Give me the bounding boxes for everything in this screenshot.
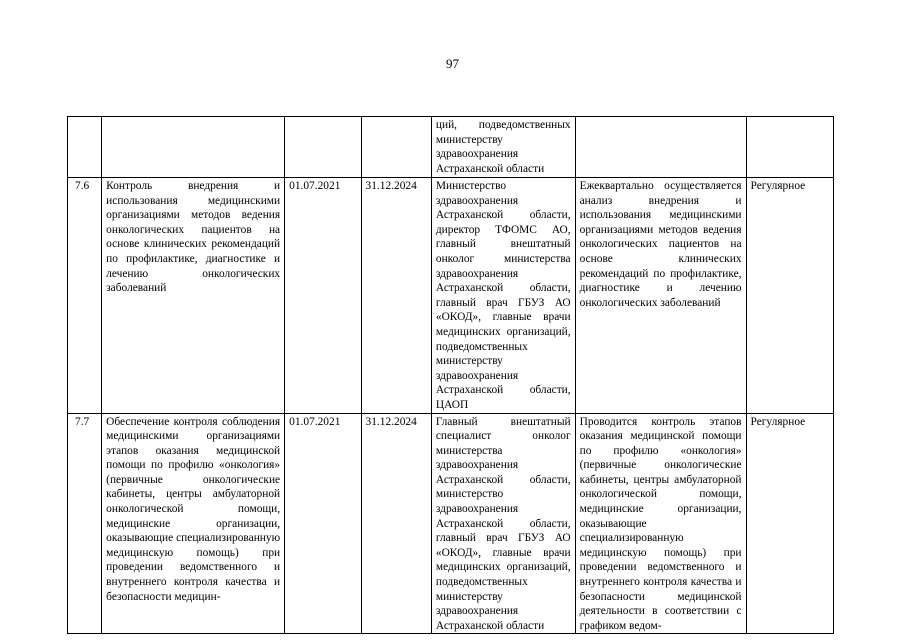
cell-periodicity: [746, 117, 833, 178]
table-row: [68, 178, 834, 414]
table-row: [68, 413, 834, 634]
cell-number: [68, 117, 102, 178]
cell-name: Обеспечение контроля соблюдения медицинскими организациями этапов оказания медицинской помощи по профилю «онкология» (первичные онкологические кабинеты, центры амбулаторной онкологической помощи, медицинские организации, оказывающие специализированную медицинскую помощь) при проведении ведомственного и внутреннего контроля качества и безопасности медицин-: [102, 413, 285, 634]
cell-name: [102, 117, 285, 178]
cell-result: Проводится контроль этапов оказания медицинской помощи по профилю «онкология» (первичные онкологические кабинеты, центры амбулаторной онкологической помощи, медицинские организации, оказывающие специализированную медицинскую помощь) при проведении ведомственного и внутреннего контроля качества и безопасности медицинской деятельности в соответствии с графиком ведом-: [575, 413, 746, 634]
cell-start-date: 01.07.2021: [285, 413, 361, 634]
cell-start-date: [285, 117, 361, 178]
cell-periodicity: Регулярное: [746, 178, 833, 414]
cell-name: Контроль внедрения и использования медицинскими организациями методов ведения онкологических пациентов на основе клинических рекомендаций по профилактике, диагностике и лечению онкологических заболеваний: [102, 178, 285, 414]
page-number: 97: [446, 56, 459, 71]
cell-end-date: 31.12.2024: [361, 178, 431, 414]
cell-number: 7.6: [68, 178, 102, 414]
cell-result: Ежеквартально осуществляется анализ внедрения и использования медицинскими организациями методов ведения онкологических пациентов на основе клинических рекомендаций по профилактике, диагностике и лечению онкологических заболеваний: [575, 178, 746, 414]
table-row-continuation: [68, 117, 834, 178]
cell-start-date: 01.07.2021: [285, 178, 361, 414]
measures-table: [67, 116, 834, 634]
cell-periodicity: Регулярное: [746, 413, 833, 634]
cell-responsible: Министерство здравоохранения Астраханской области, директор ТФОМС АО, главный внештатный онколог министерства здравоохранения Астраханской области, главный врач ГБУЗ АО «ОКОД», главные врачи медицинских организаций, подведомственных министерству здравоохранения Астраханской области, ЦАОП: [431, 178, 575, 414]
cell-end-date: [361, 117, 431, 178]
cell-responsible: ций, подведомственных министерству здравоохранения Астраханской области: [431, 117, 575, 178]
cell-end-date: 31.12.2024: [361, 413, 431, 634]
cell-number: 7.7: [68, 413, 102, 634]
cell-responsible: Главный внештатный специалист онколог министерства здравоохранения Астраханской области, министерство здравоохранения Астраханской области, главный врач ГБУЗ АО «ОКОД», главные врачи медицинских организаций, подведомственных министерству здравоохранения Астраханской области: [431, 413, 575, 634]
cell-result: [575, 117, 746, 178]
